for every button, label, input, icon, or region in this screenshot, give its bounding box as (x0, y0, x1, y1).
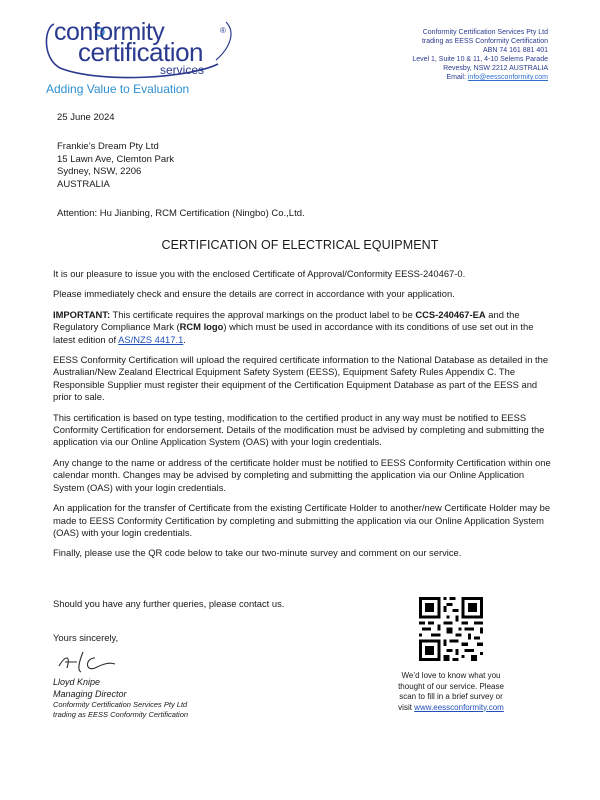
qr-caption-line: We’d love to know what you (401, 671, 501, 680)
signer-company: Conformity Certification Services Pty Ltd (53, 700, 188, 709)
letter-title: CERTIFICATION OF ELECTRICAL EQUIPMENT (161, 238, 439, 252)
email-label: Email: (446, 74, 466, 81)
company-line: Revesby, NSW 2212 AUSTRALIA (443, 65, 548, 72)
paragraph: An application for the transfer of Certificate from the existing Certificate Holder to another/new Certificate Holder may be made to EESS Conformity Certification by completing and submitting the application via our Online Application System (OAS) with your login credentials. (53, 502, 551, 538)
logo-tagline: Adding Value to Evaluation (46, 82, 190, 96)
rcm-logo-text: RCM logo (179, 321, 224, 333)
company-line: Level 1, Suite 10 & 11, 4-10 Selems Parade (412, 56, 548, 63)
registered-mark: ® (220, 26, 226, 35)
approval-code: CCS-240467-EA (415, 308, 486, 320)
paragraph: It is our pleasure to issue you with the enclosed Certificate of Approval/Conformity EESS-240467-0. (53, 268, 466, 279)
paragraph-text: . (183, 333, 186, 345)
company-details (412, 28, 548, 82)
signer-name: Lloyd Knipe (53, 677, 101, 687)
address-line: Sydney, NSW, 2206 (57, 166, 142, 177)
address-line: 15 Lawn Ave, Clemton Park (57, 153, 175, 165)
letter-body (53, 268, 553, 568)
address-line: Frankie’s Dream Pty Ltd (57, 141, 159, 152)
logo-word-services: services (160, 63, 205, 77)
signer-title: Managing Director (53, 689, 127, 699)
paragraph: Finally, please use the QR code below to take our two-minute survey and comment on our service. (53, 547, 462, 559)
standard-link[interactable]: AS/NZS 4417.1 (118, 333, 184, 345)
qr-code-icon[interactable] (419, 597, 483, 661)
company-line: trading as EESS Conformity Certification (421, 38, 548, 45)
qr-caption-line (385, 703, 517, 714)
paragraph: Any change to the name or address of the certificate holder must be notified to EESS Conformity Certification within one calendar month. Changes may be advised by completing and submitting the application via our Online Application System (OAS) with your login credentials. (53, 456, 551, 493)
address-line: AUSTRALIA (57, 178, 110, 190)
paragraph-text: and the Regulatory Compliance Mark ( (53, 308, 520, 333)
company-line: ABN 74 161 881 401 (483, 47, 548, 54)
qr-caption-line: scan to fill in a brief survey or (399, 692, 503, 701)
recipient-address (57, 141, 174, 191)
logo-word-certification: certification (78, 37, 203, 67)
paragraph-text: ) which must be used in accordance with its conditions of use set out in the latest edition of (53, 321, 534, 345)
website-link[interactable]: www.eessconformity.com (414, 702, 504, 712)
paragraph: EESS Conformity Certification will upload the required certificate information to the National Database as detailed in the Australian/New Zealand Electrical Equipment Safety System (EESS), Equipment Safety Rules Appendix C. The Responsible Supplier must register their equipment of the Certification Equipment Database as part of the EESS and prior to sale. (53, 354, 549, 403)
attention-line: Attention: Hu Jianbing, RCM Certification (Ningbo) Co.,Ltd. (57, 208, 305, 219)
paragraph: Please immediately check and ensure the details are correct in accordance with your application. (53, 288, 455, 300)
company-email-row (412, 73, 548, 82)
paragraph: This certification is based on type testing, modification to the certified product in any way must be notified to EESS Conformity Certification for endorsement. Details of the modification must be advised by completing and submitting the application via our Online Application System (OAS) with your login credentials. (53, 411, 545, 448)
letter-date: 25 June 2024 (57, 112, 115, 123)
signer-block (53, 676, 188, 720)
qr-caption-text: visit (398, 702, 415, 712)
important-label: IMPORTANT: (53, 308, 111, 320)
company-line: Conformity Certification Services Pty Ltd (422, 29, 548, 36)
company-logo (40, 18, 240, 102)
logo-word-conformity: conformity (54, 18, 165, 46)
yours-sincerely: Yours sincerely, (53, 632, 119, 643)
qr-caption-line: thought of our service. Please (398, 681, 504, 691)
important-paragraph (53, 309, 553, 346)
email-link[interactable]: info@eessconformity.com (467, 74, 548, 81)
paragraph-text: This certificate requires the approval markings on the product label to be (110, 308, 416, 320)
closing-line: Should you have any further queries, please contact us. (53, 598, 285, 609)
signer-company-trading: trading as EESS Conformity Certification (53, 710, 189, 719)
qr-caption (385, 671, 517, 713)
